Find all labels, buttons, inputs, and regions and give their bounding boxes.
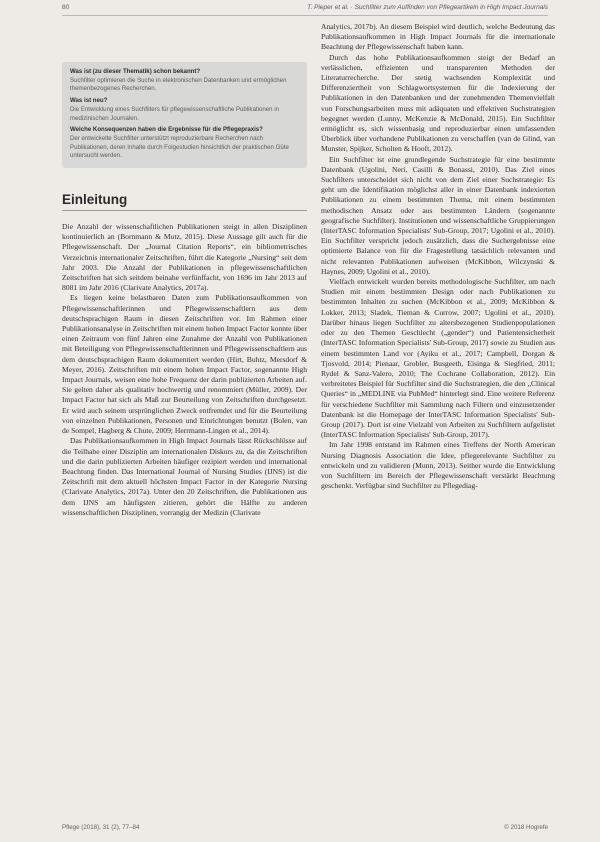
paragraph: Analytics, 2017b). An diesem Beispiel wird deutlich, welche Bedeutung das Publikationsaufkommen in High Impact Journals für die internationale Beachtung der Pflegewissenschaft haben kann.: [321, 22, 555, 52]
box-question: Welche Konsequenzen haben die Ergebnisse für die Pflegepraxis?: [70, 126, 263, 134]
paragraph: Vielfach entwickelt wurden bereits methodologische Suchfilter, um nach Studien mit einem bestimmten Design oder nach Publikationen zu bestimmten Inhalten zu suchen (McKibbon et al., 2009; McKibbon & Lokker, 2013; Sladek, Tieman & Currow, 2007; Ugolini et al., 2010). Darüber hinaus liegen Suchfilter zu altersbezogenen Studienpopulationen oder zu den Themen Geschlecht („gender“) und Patientensicherheit (InterTASC Information Specialists' Sub-Group, 2017) sowie zu Studien aus einem bestimmten Land vor (Ayiku et al., 2017; Campbell, Dorgan & Tjosvold, 2014; Pienaar, Grobler, Busgeeth, Eisinga & Siegfried, 2011; Rydel & Sanz-Valero, 2010; The Cochrane Collaboration, 2012). Ein verbreitetes Beispiel für Suchfilter sind die Suchstrategien, die den „Clinical Queries“ in „MEDLINE via PubMed“ hinterlegt sind. Eine weitere Referenz für verschiedene Suchfilter mit Sammlung nach Filtern und einzusetzender Datenbank ist die Homepage der InterTASC Information Specialists' Sub-Group (2017). Dort ist eine Vielzahl von Arbeiten zu Suchfiltern aufgelistet (InterTASC Information Specialists' Sub-Group, 2017).: [321, 277, 555, 440]
left-body-text: [62, 222, 307, 518]
header-rule: [62, 15, 548, 16]
page-number: 80: [62, 4, 70, 11]
paragraph: Ein Suchfilter ist eine grundlegende Suchstrategie für eine bestimmte Datenbank (Ugolini, Neri, Casilli & Bonassi, 2010). Das Ziel eines Suchfilters unterscheidet sich nicht von dem Ziel einer Suchstrategie: Es geht um die Identifikation möglichst aller in einer Datenbank indexierten Publikationen zu einem bestimmten Thema, mit einem bestimmten methodischen Ansatz oder aus bestimmten Ländern (sogenannte geografische Suchfilter). Institutionen und wissenschaftliche Gruppierungen (InterTASC Information Specialists' Sub-Group, 2017; Ugolini et al., 2010). Ein Suchfilter verspricht jedoch zusätzlich, dass die Suchergebnisse eine optimierte Balance von für die Fragestellung tatsächlich relevanten und nicht relevanten Publikationen aufweisen (McKibbon, Wilczynski & Haynes, 2009; Ugolini et al., 2010).: [321, 154, 555, 276]
right-column: [321, 22, 555, 491]
box-answer: Der entwickelte Suchfilter unterstützt reproduzierbare Recherchen nach Publikationen, deren Inhalte durch Folgestudien hinsichtlich der praktischen Güte untersucht werden.: [70, 134, 289, 160]
box-answer: Die Entwicklung eines Suchfilters für pflegewissenschaftliche Publikationen in medizinischen Journalen.: [70, 105, 279, 122]
publisher-credit: © 2018 Hogrefe: [504, 824, 548, 831]
right-body-text: [321, 22, 555, 491]
box-answer: Suchfilter optimieren die Suche in elektronischen Datenbanken und ermöglichen themenbezogenes Recherchen.: [70, 76, 287, 93]
key-points-box: [62, 62, 307, 168]
paragraph: Es liegen keine belastbaren Daten zum Publikationsaufkommen von Pflegewissenschaftlerinnen und Pflegewissenschaftlern aus dem deutschsprachigen Raum in diesen Zeitschriften vor. Im Rahmen einer Publikationsanalyse in Zeitschriften mit einem hohen Impact Factor konnte über einen Zeitraum von fünf Jahren eine Zunahme der Anzahl von Publikationen mit Beteiligung von Pflegewissenschaftlerinnen und Pflegewissenschaftlern aus dem deutschsprachigen Raum dokumentiert werden (Hirt, Buhtz, Mersdorf & Meyer, 2016). Zeitschriften mit einem hohen Impact Factor, sogenannte High Impact Journals, weisen eine hohe Frequenz der darin publizierten Arbeiten auf. Sie gelten daher als qualitativ hochwertig und renommiert (Müller, 2009). Der Impact Factor hat sich als Maß zur Beurteilung von Zeitschriften durchgesetzt. Er wird auch seinem ursprünglichen Zweck entfremdet und für die Beurteilung von einzelnen Publikationen, Personen und Einrichtungen benutzt (Bolen, van de Sompel, Hagberg & Chute, 2009; Herrmann-Lingen et al., 2014).: [62, 293, 307, 436]
section-heading: Einleitung: [62, 192, 307, 211]
running-title: T. Pieper et al. · Suchfilter zum Auffinden von Pflegeartikeln in High Impact Journals: [307, 4, 548, 11]
box-question: Was ist (zu dieser Thematik) schon bekannt?: [70, 68, 201, 75]
left-column: [62, 62, 307, 518]
page-footer: [62, 824, 548, 834]
paragraph: Durch das hohe Publikationsaufkommen steigt der Bedarf an verlässlichen, effizienten und transparenten Methoden der Literaturrecherche. Der stetig wachsenden Komplexität und Differenziertheit von Schlagwortsystemen für die Indexierung der Publikationen in den Datenbanken und der zunehmenden Themenvielfalt von Forschungsarbeiten muss mit adäquaten und effektiven Suchstrategien begegnet werden (Lunny, McKenzie & McDonald, 2015). Ein Suchfilter ermöglicht es, sich wissenbasig und reproduzierbar einen umfassenden Überblick über vorhandene Publikationen zu verschaffen (van de Glind, van Munster, Spijker, Scholten & Hooft, 2012).: [321, 52, 555, 154]
box-question: Was ist neu?: [70, 97, 108, 105]
journal-citation: Pflege (2018), 31 (2), 77–84: [62, 824, 140, 831]
paragraph: Im Jahr 1998 entstand im Rahmen eines Treffens der North American Nursing Diagnosis Association die Idee, pflegerelevante Suchfilter zu entwickeln und zu validieren (Munn, 2013). Seither wurde die Entwicklung von Suchfiltern im Bereich der Pflegewissenschaft verstärkt Beachtung geschenkt. Verfügbar sind Suchfilter zu Pflegediag-: [321, 440, 555, 491]
paragraph: Das Publikationsaufkommen in High Impact Journals lässt Rückschlüsse auf die Teilhabe einer Disziplin am internationalen Diskurs zu, da die Zeitschriften und die darin publizierten Arbeiten häufiger rezipiert werden und international Beachtung finden. Das International Journal of Nursing Studies (IJNS) ist die Zeitschrift mit dem aktuell höchsten Impact Factor in der Kategorie Nursing (Clarivate Analytics, 2017a). Unter den 20 Zeitschriften, die Publikationen aus dem IJNS am häufigsten zitieren, gehört die Hälfte zu anderen wissenschaftlichen Disziplinen, vorrangig der Medizin (Clarivate: [62, 436, 307, 517]
paragraph: Die Anzahl der wissenschaftlichen Publikationen steigt in allen Disziplinen kontinuierlich an (Bornmann & Mutz, 2015). Diese Aussage gilt auch für die Pflegewissenschaft. Der „Journal Citation Reports“, ein bibliometrisches Verzeichnis internationaler Zeitschriften, führt die Kategorie „Nursing“ seit dem Jahr 2003. Die Anzahl der Publikationen in pflegewissenschaftlichen Zeitschriften hat sich seitdem beinahe verfünffacht, von 1696 im Jahr 2013 auf 8081 im Jahr 2016 (Clarivate Analytics, 2017a).: [62, 222, 307, 293]
